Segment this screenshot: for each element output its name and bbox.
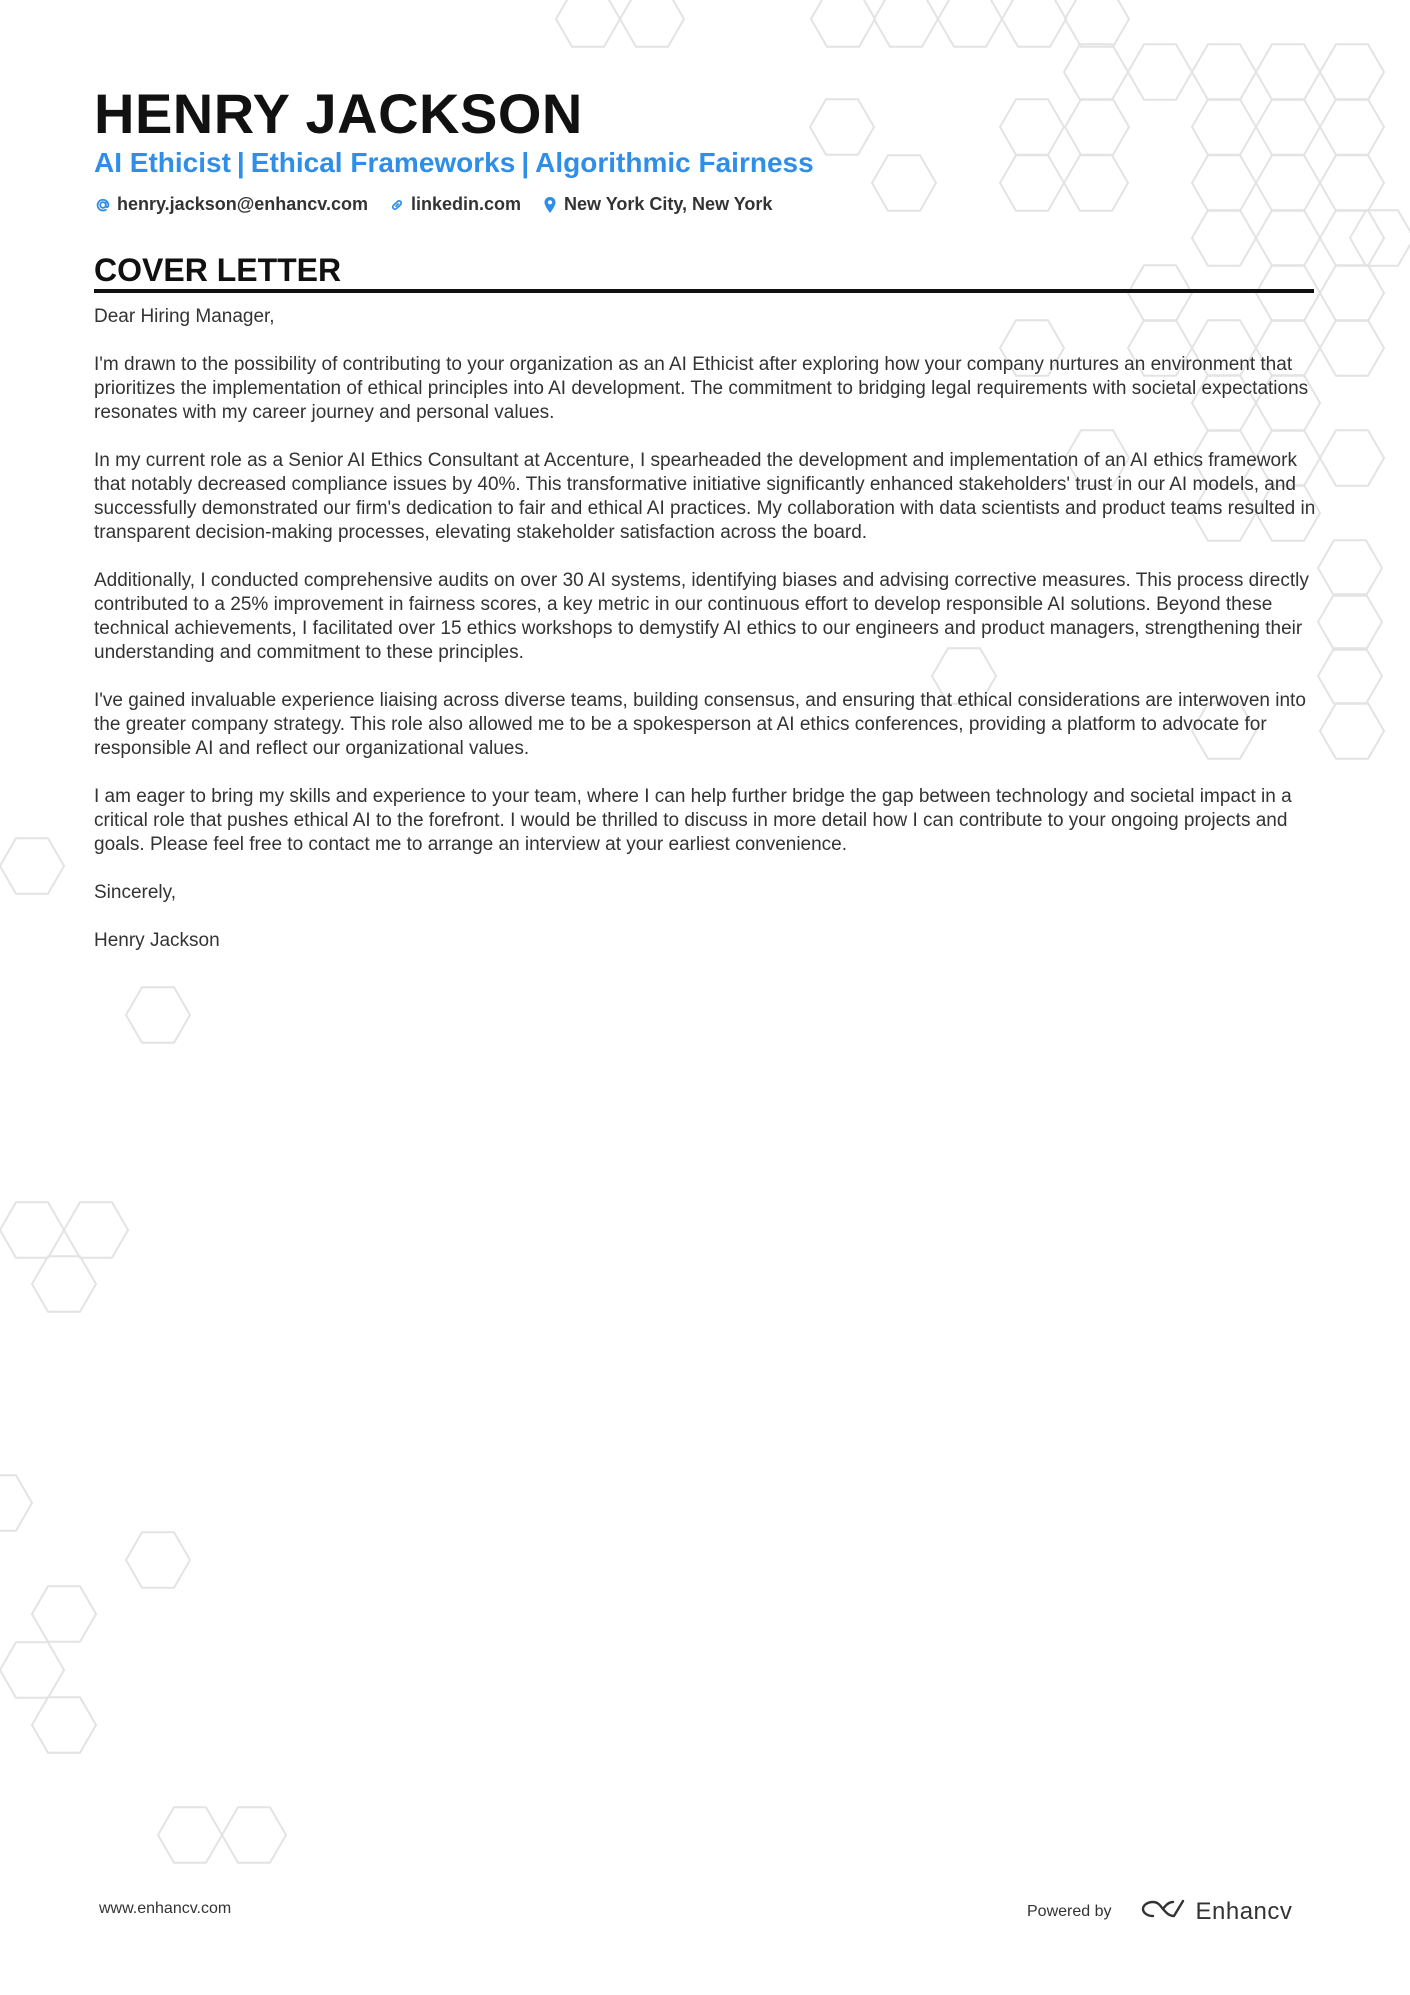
title-separator: | (521, 147, 530, 178)
letter-signature: Henry Jackson (94, 930, 220, 951)
section-divider (94, 289, 1314, 293)
contact-row (94, 194, 792, 215)
brand-name: Enhancv (1195, 1897, 1293, 1925)
letter-paragraph: I am eager to bring my skills and experience to your team, where I can help further bridge the gap between technology and societal impact in a critical role that pushes ethical AI to the forefront. I would be thrilled to discuss in more detail how I can contribute to your ongoing projects and goals. Please feel free to contact me to arrange an interview at your earliest convenience. (94, 786, 1292, 855)
letter-paragraph: In my current role as a Senior AI Ethics Consultant at Accenture, I spearheaded the development and implementation of an AI ethics framework that notably decreased compliance issues by 40%. This transformative initiative significantly enhanced stakeholders' trust in our AI models, and successfully demonstrated our firm's dedication to fair and ethical AI practices. My collaboration with data scientists and product teams resulted in transparent decision-making processes, elevating stakeholder satisfaction across the board. (94, 450, 1316, 543)
letter-greeting: Dear Hiring Manager, (94, 306, 275, 327)
location-text: New York City, New York (564, 194, 773, 214)
link-icon (388, 196, 406, 214)
contact-location (541, 194, 772, 215)
job-title-line (94, 145, 814, 181)
title-ai-ethicist: AI Ethicist (94, 147, 231, 178)
letter-body (94, 305, 1324, 977)
letter-paragraph: I've gained invaluable experience liaising across diverse teams, building consensus, and ensuring that ethical considerations are interwoven into the greater company strategy. This role also allowed me to be a spokesperson at AI ethics conferences, providing a platform to advocate for responsible AI and reflect our organizational values. (94, 690, 1306, 759)
section-title: COVER LETTER (94, 252, 342, 288)
contact-linkedin[interactable] (388, 194, 521, 215)
letter-paragraph: Additionally, I conducted comprehensive audits on over 30 AI systems, identifying biases and advising corrective measures. This process directly contributed to a 25% improvement in fairness scores, a key metric in our continuous effort to develop responsible AI solutions. Beyond these technical achievements, I facilitated over 15 ethics workshops to demystify AI ethics to our engineers and product managers, strengthening their understanding and commitment to these principles. (94, 570, 1309, 663)
brand-logo (1140, 1897, 1293, 1926)
title-separator: | (236, 147, 245, 178)
location-pin-icon (541, 196, 559, 214)
applicant-name: HENRY JACKSON (94, 82, 583, 145)
contact-email[interactable] (94, 194, 368, 215)
letter-closing: Sincerely, (94, 882, 177, 903)
powered-by-label: Powered by (1027, 1902, 1112, 1920)
powered-by-badge[interactable] (1027, 1897, 1292, 1926)
title-ethical-frameworks: Ethical Frameworks (250, 147, 516, 178)
email-text: henry.jackson@enhancv.com (117, 194, 368, 214)
enhancv-logo-icon (1140, 1897, 1186, 1926)
at-icon (94, 196, 112, 214)
letter-paragraph: I'm drawn to the possibility of contributing to your organization as an AI Ethicist after exploring how your company nurtures an environment that prioritizes the implementation of ethical principles into AI development. The commitment to bridging legal requirements with societal expectations resonates with my career journey and personal values. (94, 354, 1309, 423)
footer-website-link[interactable]: www.enhancv.com (99, 1900, 232, 1917)
title-algorithmic-fairness: Algorithmic Fairness (535, 147, 814, 178)
linkedin-text: linkedin.com (410, 194, 522, 214)
